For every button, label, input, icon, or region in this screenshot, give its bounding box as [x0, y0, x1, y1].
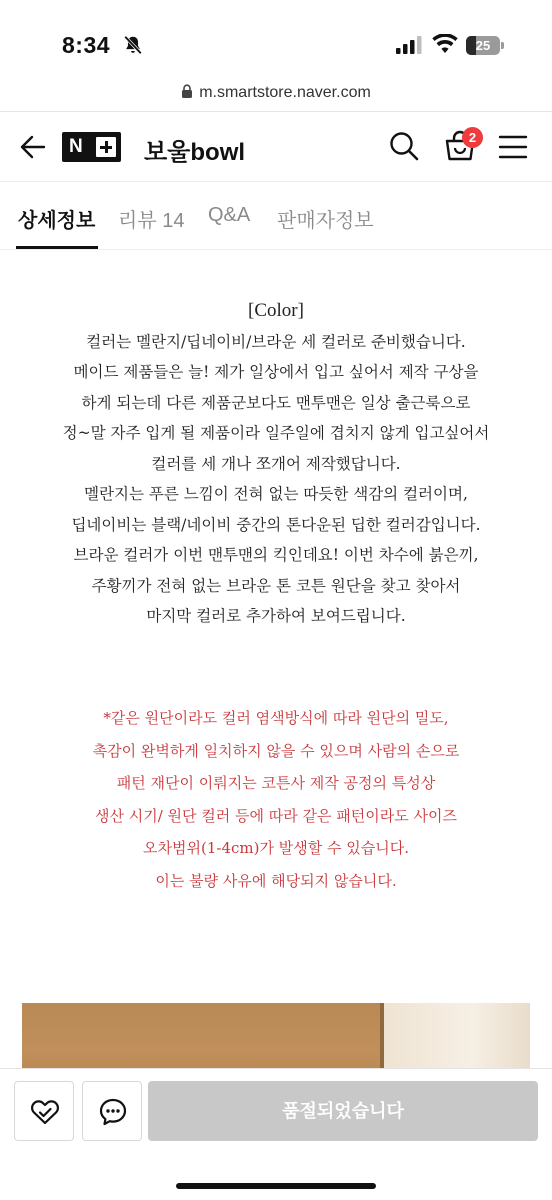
fabric-notice — [20, 702, 532, 897]
description-title: [Color] — [248, 300, 304, 321]
notice-line: 생산 시기/ 원단 컬러 등에 따라 같은 패턴이라도 사이즈 — [95, 806, 457, 825]
product-photo — [22, 1003, 530, 1070]
store-name[interactable]: 보울bowl — [144, 139, 246, 166]
chat-button[interactable] — [82, 1081, 142, 1141]
wifi-icon — [432, 34, 458, 54]
signal-icon — [396, 36, 422, 54]
search-icon[interactable] — [388, 130, 420, 162]
notice-line: *같은 원단이라도 컬러 염색방식에 따라 원단의 밀도, — [103, 709, 449, 727]
hamburger-menu-icon[interactable] — [498, 134, 528, 160]
back-arrow-icon[interactable] — [18, 132, 48, 162]
bell-slash-icon — [122, 34, 144, 56]
product-detail-content — [0, 250, 552, 1070]
status-bar — [0, 0, 552, 84]
notice-line: 이는 불량 사유에 해당되지 않습니다. — [155, 871, 397, 890]
logo-text: N — [69, 136, 83, 157]
tab-reviews[interactable]: 리뷰 14 — [118, 210, 185, 232]
notice-line: 오차범위(1-4cm)가 발생할 수 있습니다. — [143, 839, 409, 857]
chat-bubble-icon — [97, 1096, 129, 1128]
naver-plus-logo[interactable] — [62, 132, 121, 162]
tab-seller-info[interactable]: 판매자정보 — [277, 210, 374, 232]
battery-level: 25 — [475, 38, 491, 53]
battery-icon — [466, 36, 504, 55]
description-line: 컬러는 멜란지/딥네이비/브라운 세 컬러로 준비했습니다. — [86, 332, 466, 351]
description-line: 멜란지는 푸른 느낌이 전혀 없는 따듯한 색감의 컬러이며, — [84, 485, 468, 503]
description-line: 메이드 제품들은 늘! 제가 일상에서 입고 싶어서 제작 구상을 — [73, 363, 479, 381]
sold-out-button[interactable]: 품절되었습니다 — [148, 1081, 538, 1141]
active-tab-indicator — [16, 246, 98, 249]
description-line: 정~말 자주 입게 될 제품이라 일주일에 겹치지 않게 입고싶어서 — [62, 424, 490, 442]
status-time: 8:34 — [62, 32, 111, 58]
description-line: 딥네이비는 블랙/네이비 중간의 톤다운된 딥한 컬러감입니다. — [71, 515, 481, 534]
purchase-bar — [0, 1068, 552, 1200]
tab-qna[interactable]: Q&A — [208, 204, 251, 226]
color-description — [20, 296, 532, 632]
description-line: 하게 되는데 다른 제품군보다도 맨투맨은 일상 출근룩으로 — [81, 393, 471, 412]
url-text: m.smartstore.naver.com — [199, 84, 371, 101]
description-line: 주황끼가 전혀 없는 브라운 톤 코튼 원단을 찾고 찾아서 — [91, 576, 461, 595]
heart-check-icon — [29, 1096, 61, 1128]
description-line: 컬러를 세 개나 쪼개어 제작했답니다. — [151, 454, 401, 473]
description-line: 브라운 컬러가 이번 맨투맨의 킥인데요! 이번 차수에 붉은끼, — [73, 546, 479, 564]
notice-line: 촉감이 완벽하게 일치하지 않을 수 있으며 사람의 손으로 — [92, 741, 460, 760]
plus-icon — [96, 137, 116, 157]
home-indicator — [176, 1183, 376, 1189]
product-tabs — [0, 182, 552, 250]
lock-icon — [181, 84, 193, 98]
cart-count-badge: 2 — [462, 127, 483, 148]
url-bar[interactable] — [0, 84, 552, 112]
wishlist-button[interactable] — [14, 1081, 74, 1141]
tab-detail[interactable]: 상세정보 — [18, 210, 96, 232]
description-line: 마지막 컬러로 추가하여 보여드립니다. — [146, 607, 406, 625]
notice-line: 패턴 재단이 이뤄지는 코튼사 제작 공정의 특성상 — [116, 774, 436, 792]
